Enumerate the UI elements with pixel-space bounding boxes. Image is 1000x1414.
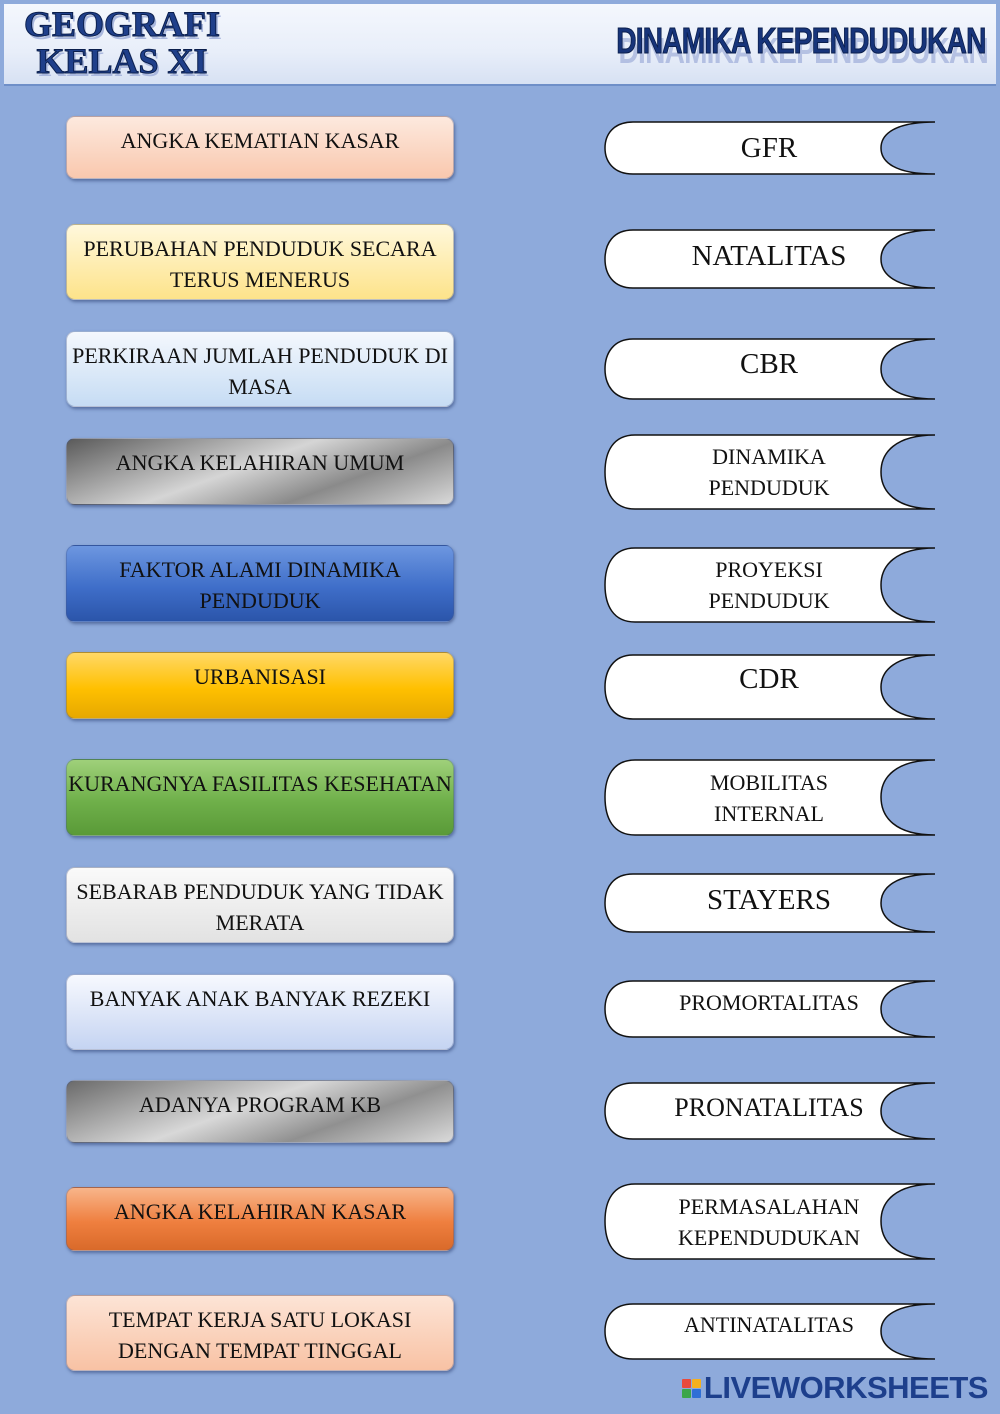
logo-text: LIVEWORKSHEETS — [703, 1370, 988, 1405]
answer-text: GFR — [740, 131, 798, 164]
statement-card-4[interactable] — [66, 438, 454, 505]
answer-text: MOBILITAS INTERNAL — [709, 769, 828, 826]
statement-text: ANGKA KELAHIRAN UMUM — [115, 450, 405, 475]
statement-card-5[interactable] — [66, 545, 454, 622]
answer-text: CBR — [739, 347, 799, 380]
topic-title: DINAMIKA KEPENDUDUKAN — [616, 20, 986, 61]
answer-text: STAYERS — [707, 883, 831, 916]
answer-text: ANTINATALITAS — [683, 1312, 854, 1337]
answer-text: DINAMIKA PENDUDUK — [708, 444, 830, 500]
answer-tag-8[interactable] — [603, 873, 935, 933]
statement-card-3[interactable] — [66, 331, 454, 407]
answer-tag-5[interactable] — [603, 547, 935, 623]
statement-card-7[interactable] — [66, 759, 454, 836]
statement-text: TEMPAT KERJA SATU LOKASI DENGAN TEMPAT TINGGAL — [108, 1307, 412, 1363]
statement-card-8[interactable] — [66, 867, 454, 943]
answer-tag-3[interactable] — [603, 338, 935, 400]
statement-text: ANGKA KELAHIRAN KASAR — [113, 1199, 407, 1224]
liveworksheets-logo — [682, 1370, 988, 1406]
answer-text: NATALITAS — [691, 239, 847, 272]
answer-tag-11[interactable] — [603, 1183, 935, 1260]
statement-card-6[interactable] — [66, 652, 454, 719]
statement-text: SEBARAB PENDUDUK YANG TIDAK MERATA — [76, 879, 444, 935]
answer-tag-10[interactable] — [603, 1082, 935, 1140]
statement-text: KURANGNYA FASILITAS KESEHATAN — [68, 771, 452, 796]
subject-title — [12, 6, 232, 80]
statement-card-9[interactable] — [66, 974, 454, 1050]
grade-label: KELAS XI — [36, 41, 208, 81]
subject-name: GEOGRAFI — [23, 4, 220, 44]
answer-tag-7[interactable] — [603, 759, 935, 836]
statement-text: BANYAK ANAK BANYAK REZEKI — [89, 986, 431, 1011]
statement-card-10[interactable] — [66, 1080, 454, 1143]
statement-text: PERUBAHAN PENDUDUK SECARA TERUS MENERUS — [83, 236, 437, 292]
answer-text: PROYEKSI PENDUDUK — [708, 557, 830, 613]
answer-text: CDR — [739, 662, 799, 695]
statement-card-1[interactable] — [66, 116, 454, 179]
statement-card-2[interactable] — [66, 224, 454, 300]
answer-tag-4[interactable] — [603, 434, 935, 510]
statement-text: URBANISASI — [193, 664, 327, 689]
statement-text: FAKTOR ALAMI DINAMIKA PENDUDUK — [119, 557, 401, 613]
answer-tag-12[interactable] — [603, 1303, 935, 1360]
statement-text: ADANYA PROGRAM KB — [138, 1092, 382, 1117]
answer-text: PROMORTALITAS — [679, 989, 859, 1015]
worksheet-header — [4, 4, 996, 86]
liveworksheets-logo-icon — [682, 1379, 701, 1398]
statement-card-11[interactable] — [66, 1187, 454, 1251]
answer-text: PRONATALITAS — [674, 1093, 864, 1122]
answer-tag-9[interactable] — [603, 980, 935, 1038]
answer-tag-6[interactable] — [603, 654, 935, 720]
statement-card-12[interactable] — [66, 1295, 454, 1371]
answer-tag-2[interactable] — [603, 229, 935, 289]
answer-tag-1[interactable] — [603, 121, 935, 175]
statement-text: ANGKA KEMATIAN KASAR — [120, 128, 400, 153]
statement-text: PERKIRAAN JUMLAH PENDUDUK DI MASA — [72, 343, 448, 399]
answer-text: PERMASALAHAN KEPENDUDUKAN — [677, 1193, 861, 1250]
